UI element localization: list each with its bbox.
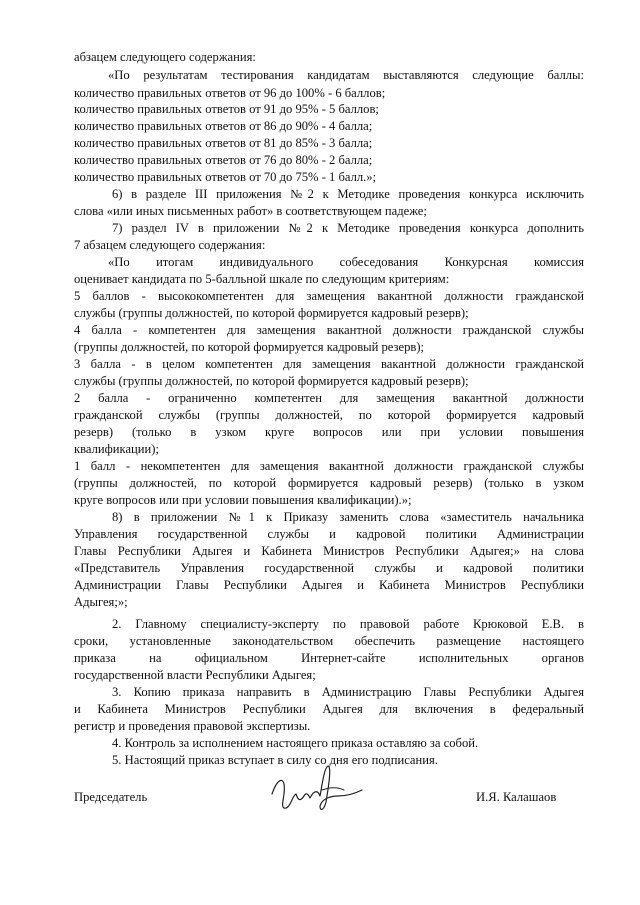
text-line: приказа на официальном Интернет-сайте исполнительных органов [74,651,584,665]
text-line: слова «или иных письменных работ» в соответствующем падеже; [74,204,427,218]
text-line: (группы должностей, по которой формируется кадровый резерв) (только в узком [74,476,584,490]
text-line: 3 балла - в целом компетентен для замещения вакантной должности гражданской [74,357,584,371]
text-line: количество правильных ответов от 70 до 75% - 1 балл.»; [74,170,377,184]
text-line: 3. Копию приказа направить в Администрацию Главы Республики Адыгея [112,685,584,699]
text-line: 4. Контроль за исполнением настоящего приказа оставляю за собой. [112,736,479,750]
text-line: 7 абзацем следующего содержания: [74,238,266,252]
text-line: Управления государственной службы и кадровой политики Администрации [74,527,584,541]
text-line: 8) в приложении №1 к Приказу заменить слова «заместитель начальника [112,510,584,524]
text-line: количество правильных ответов от 91 до 95% - 5 баллов; [74,102,379,116]
text-line: 2. Главному специалисту-эксперту по правовой работе Крюковой Е.В. в [112,617,584,631]
text-line: 5. Настоящий приказ вступает в силу со дня его подписания. [112,753,438,767]
text-line: количество правильных ответов от 81 до 85% - 3 балла; [74,136,373,150]
text-line: службы (группы должностей, по которой формируется кадровый резерв); [74,306,469,320]
text-line: Администрации Главы Республики Адыгея и Кабинета Министров Республики [74,578,584,592]
text-line: Главы Республики Адыгея и Кабинета Министров Республики Адыгея;» на слова [74,544,584,558]
text-line: гражданской службы (группы должностей, по которой формируется кадровый [74,408,584,422]
text-line: «По результатам тестирования кандидатам выставляются следующие баллы: [108,68,584,82]
text-line: круге вопросов или при условии повышения квалификации).»; [74,493,412,507]
text-line: государственной власти Республики Адыгея; [74,668,316,682]
text-line: абзацем следующего содержания: [74,50,256,64]
text-line: «Представитель Управления государственной службы и кадровой политики [74,561,584,575]
signatory-title: Председатель [74,790,148,804]
text-line: «По итогам индивидуального собеседования Конкурсная комиссия [108,255,584,269]
text-line: и Кабинета Министров Республики Адыгея для включения в федеральный [74,702,584,716]
text-line: 2 балла - ограниченно компетентен для замещения вакантной должности [74,391,584,405]
text-line: квалификации); [74,442,159,456]
text-line: резерв) (только в узком круге вопросов или при условии повышения [74,425,584,439]
signatory-name: И.Я. Калашаов [476,790,557,804]
handwritten-signature [262,760,372,816]
text-line: оценивает кандидата по 5-балльной шкале по следующим критериям: [74,272,450,286]
text-line: 1 балл - некомпетентен для замещения вакантной должности гражданской службы [74,459,584,473]
text-line: 5 баллов - высококомпетентен для замещения вакантной должности гражданской [74,289,584,303]
text-line: 6) в разделе III приложения №2 к Методике проведения конкурса исключить [112,187,584,201]
text-line: количество правильных ответов от 96 до 100% - 6 баллов; [74,86,386,100]
text-line: сроки, установленные законодательством обеспечить размещение настоящего [74,634,584,648]
text-line: регистр и проведения правовой экспертизы. [74,719,311,733]
text-line: (группы должностей, по которой формируется кадровый резерв); [74,340,425,354]
text-line: количество правильных ответов от 76 до 80% - 2 балла; [74,153,373,167]
text-line: 7) раздел IV в приложении №2 к Методике проведения конкурса дополнить [112,221,584,235]
text-line: службы (группы должностей, по которой формируется кадровый резерв); [74,374,469,388]
text-line: Адыгея;»; [74,595,128,609]
text-line: количество правильных ответов от 86 до 90% - 4 балла; [74,119,373,133]
text-line: 4 балла - компетентен для замещения вакантной должности гражданской службы [74,323,584,337]
